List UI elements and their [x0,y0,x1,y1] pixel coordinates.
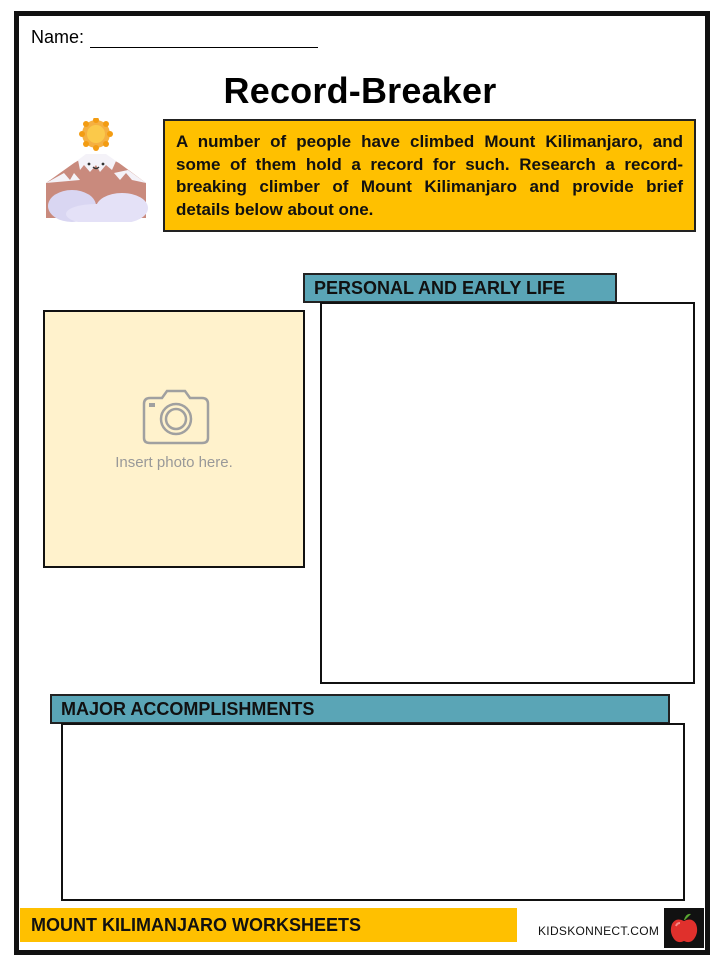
accomplishments-answer-box[interactable] [61,723,685,901]
name-field-row [31,27,318,48]
personal-section-header: PERSONAL AND EARLY LIFE [303,273,617,303]
instructions-box: A number of people have climbed Mount Kilimanjaro, and some of them hold a record for such. Research a record-breaking climber of Mount Kilimanjaro and provide brief details below about one. [163,119,696,232]
site-link[interactable]: KIDSKONNECT.COM [538,924,660,938]
camera-icon [140,388,212,446]
worksheet-title [0,70,720,112]
name-input-line[interactable] [90,29,318,48]
photo-placeholder-text: Insert photo here. [115,454,233,471]
photo-placeholder[interactable] [43,310,305,568]
name-label: Name: [31,27,85,47]
title-text: Record-Breaker [223,70,497,111]
personal-answer-box[interactable] [320,302,695,684]
mountain-sun-icon [44,118,148,222]
accomplishments-section-header: MAJOR ACCOMPLISHMENTS [50,694,670,724]
footer-title: MOUNT KILIMANJARO WORKSHEETS [20,908,517,942]
apple-icon [664,908,704,948]
